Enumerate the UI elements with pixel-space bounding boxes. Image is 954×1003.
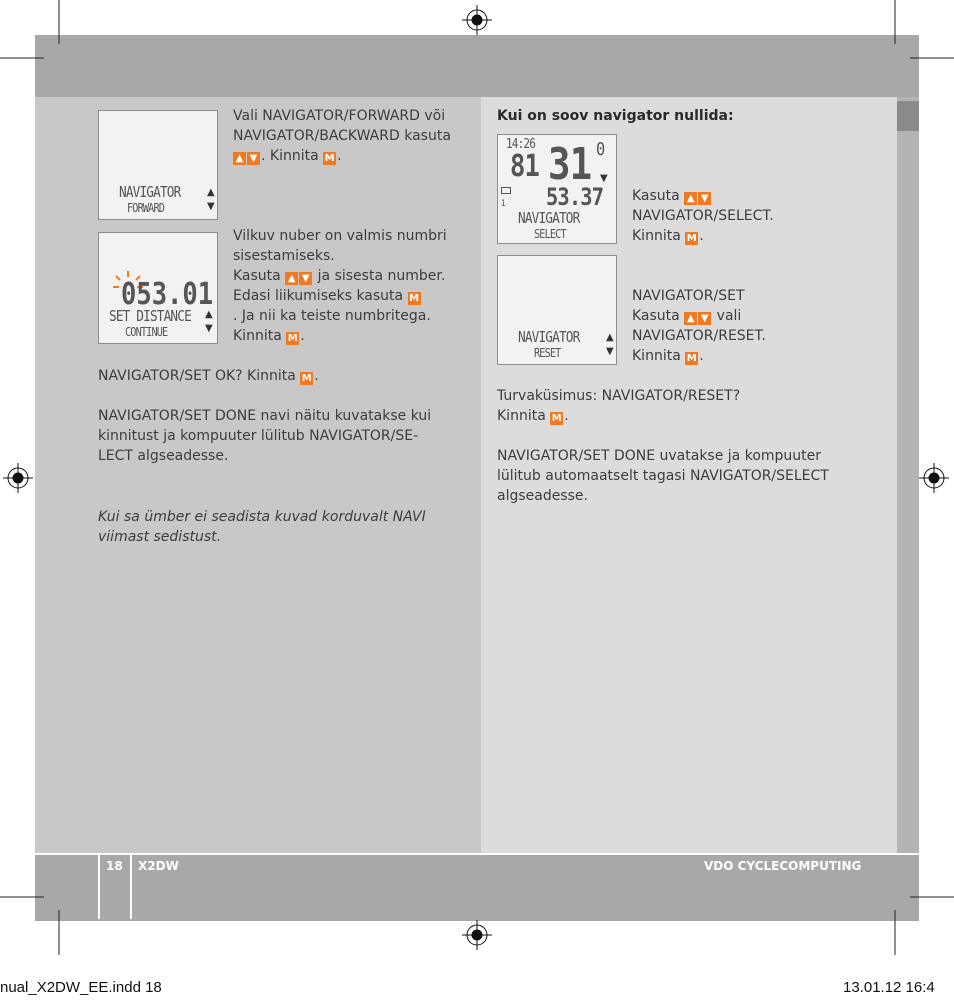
- text-line: NAVIGATOR/SET DONE navi näitu kuvatakse kui: [98, 408, 432, 424]
- down-arrow-icon: ▼: [207, 201, 215, 212]
- lcd-line: SET DISTANCE: [109, 307, 191, 325]
- lcd-time: 14:26: [506, 137, 536, 152]
- lcd-line: SELECT: [534, 227, 566, 241]
- battery-icon: [501, 187, 511, 194]
- m-button-icon: M: [301, 373, 312, 384]
- text-line: NAVIGATOR/SELECT.: [632, 208, 774, 224]
- text-line: Vali NAVIGATOR/FORWARD või: [233, 108, 446, 124]
- down-arrow-icon: ▼: [205, 323, 213, 334]
- paragraph-select-direction: [233, 106, 451, 166]
- up-arrow-icon: ▲: [606, 332, 614, 343]
- text-line: [233, 266, 447, 286]
- text: Kinnita: [632, 228, 686, 244]
- text-line: [632, 346, 766, 366]
- registration-mark-top: [462, 5, 492, 35]
- up-button-icon: ▲: [285, 272, 298, 285]
- lcd-line: NAVIGATOR: [518, 328, 580, 346]
- text: .: [337, 148, 342, 164]
- lcd-big-value: 81: [510, 149, 540, 184]
- lcd-small: 1: [501, 199, 505, 209]
- page-number: 18: [106, 859, 123, 873]
- m-button-icon: M: [551, 413, 562, 424]
- lcd-set-distance: [98, 232, 218, 344]
- lcd-navigator-forward: [98, 110, 218, 220]
- text-line: NAVIGATOR/BACKWARD kasuta: [233, 128, 451, 144]
- paragraph-set-done: [98, 406, 431, 466]
- text-line: NAVIGATOR/SET: [632, 288, 745, 304]
- lcd-navigator-reset: [497, 255, 617, 365]
- lcd-navigator-select: [497, 134, 617, 244]
- down-button-icon: ▼: [299, 272, 312, 285]
- lcd-line: FORWARD: [127, 201, 165, 215]
- text-line: NAVIGATOR/RESET.: [632, 328, 766, 344]
- m-button-icon: M: [287, 333, 298, 344]
- model-name: X2DW: [138, 859, 179, 873]
- note-italic: [98, 507, 426, 547]
- lcd-number: 053.01: [121, 277, 214, 312]
- text-line: [233, 146, 451, 166]
- up-button-icon: ▲: [233, 152, 246, 165]
- text: .: [564, 408, 569, 424]
- text: Kinnita: [233, 328, 287, 344]
- text-line: Kui sa ümber ei seadista kuvad korduvalt NAVI: [98, 509, 426, 525]
- paragraph-enter-number: [233, 226, 447, 346]
- file-slug: nual_X2DW_EE.indd 18: [0, 979, 162, 996]
- text-line: . Ja nii ka teiste numbritega.: [233, 308, 431, 324]
- text: .: [314, 368, 319, 384]
- down-arrow-icon: ▼: [600, 173, 608, 184]
- up-button-icon: ▲: [684, 312, 697, 325]
- paragraph-reset: [632, 286, 766, 366]
- text-line: algseadesse.: [497, 488, 588, 504]
- text-line: [632, 186, 774, 206]
- m-button-icon: M: [686, 233, 697, 244]
- text-line: sisestamiseks.: [233, 248, 335, 264]
- text: .: [699, 228, 704, 244]
- lcd-big-value: 31: [548, 139, 592, 190]
- paragraph-safety: [497, 386, 740, 426]
- text: Kinnita: [632, 348, 686, 364]
- text-line: [497, 406, 740, 426]
- up-arrow-icon: ▲: [205, 309, 213, 320]
- text-line: [632, 226, 774, 246]
- text-line: Turvaküsimus: NAVIGATOR/RESET?: [497, 388, 741, 404]
- text-line: Vilkuv nuber on valmis numbri: [233, 228, 447, 244]
- up-button-icon: ▲: [684, 192, 697, 205]
- lcd-decimal: 0: [596, 139, 605, 160]
- text: . Kinnita: [261, 148, 324, 164]
- text: Edasi liikumiseks kasuta: [233, 288, 408, 304]
- section-heading: Kui on soov navigator nullida:: [497, 108, 734, 124]
- text-line: [233, 326, 447, 346]
- m-button-icon: M: [324, 153, 335, 164]
- text-line: lülitub automaatselt tagasi NAVIGATOR/SELECT: [497, 468, 829, 484]
- down-button-icon: ▼: [698, 192, 711, 205]
- text: NAVIGATOR/SET OK? Kinnita: [98, 368, 301, 384]
- text-line: viimast sedistust.: [98, 529, 222, 545]
- down-button-icon: ▼: [247, 152, 260, 165]
- text: Kasuta: [632, 188, 685, 204]
- date-slug: 13.01.12 16:4: [843, 979, 935, 996]
- lcd-distance: 53.37: [546, 183, 604, 211]
- text: .: [699, 348, 704, 364]
- text-line: kinnitust ja kompuuter lülitub NAVIGATOR/SE-: [98, 428, 419, 444]
- text-line: NAVIGATOR/SET DONE uvatakse ja kompuuter: [497, 448, 822, 464]
- down-button-icon: ▼: [698, 312, 711, 325]
- registration-mark-bottom: [462, 920, 492, 950]
- text: Kasuta: [233, 268, 286, 284]
- text: Kasuta: [632, 308, 685, 324]
- paragraph-set-ok: [98, 366, 319, 386]
- registration-mark-right: [919, 463, 949, 493]
- registration-mark-left: [3, 463, 33, 493]
- text: Kinnita: [497, 408, 551, 424]
- m-button-icon: M: [686, 353, 697, 364]
- lcd-line: NAVIGATOR: [518, 209, 580, 227]
- up-arrow-icon: ▲: [207, 187, 215, 198]
- paragraph-final: [497, 446, 829, 506]
- m-button-icon: M: [409, 293, 420, 304]
- down-arrow-icon: ▼: [606, 346, 614, 357]
- paragraph-select: [632, 186, 774, 246]
- text: ja sisesta number.: [313, 268, 446, 284]
- lcd-line: NAVIGATOR: [119, 183, 181, 201]
- brand-name: VDO CYCLECOMPUTING: [704, 859, 862, 873]
- text-line: [233, 286, 447, 306]
- lcd-line: CONTINUE: [125, 325, 168, 339]
- text: vali: [712, 308, 742, 324]
- text-line: LECT algseadesse.: [98, 448, 229, 464]
- lcd-line: RESET: [534, 346, 561, 360]
- text-line: [632, 306, 766, 326]
- text: .: [300, 328, 305, 344]
